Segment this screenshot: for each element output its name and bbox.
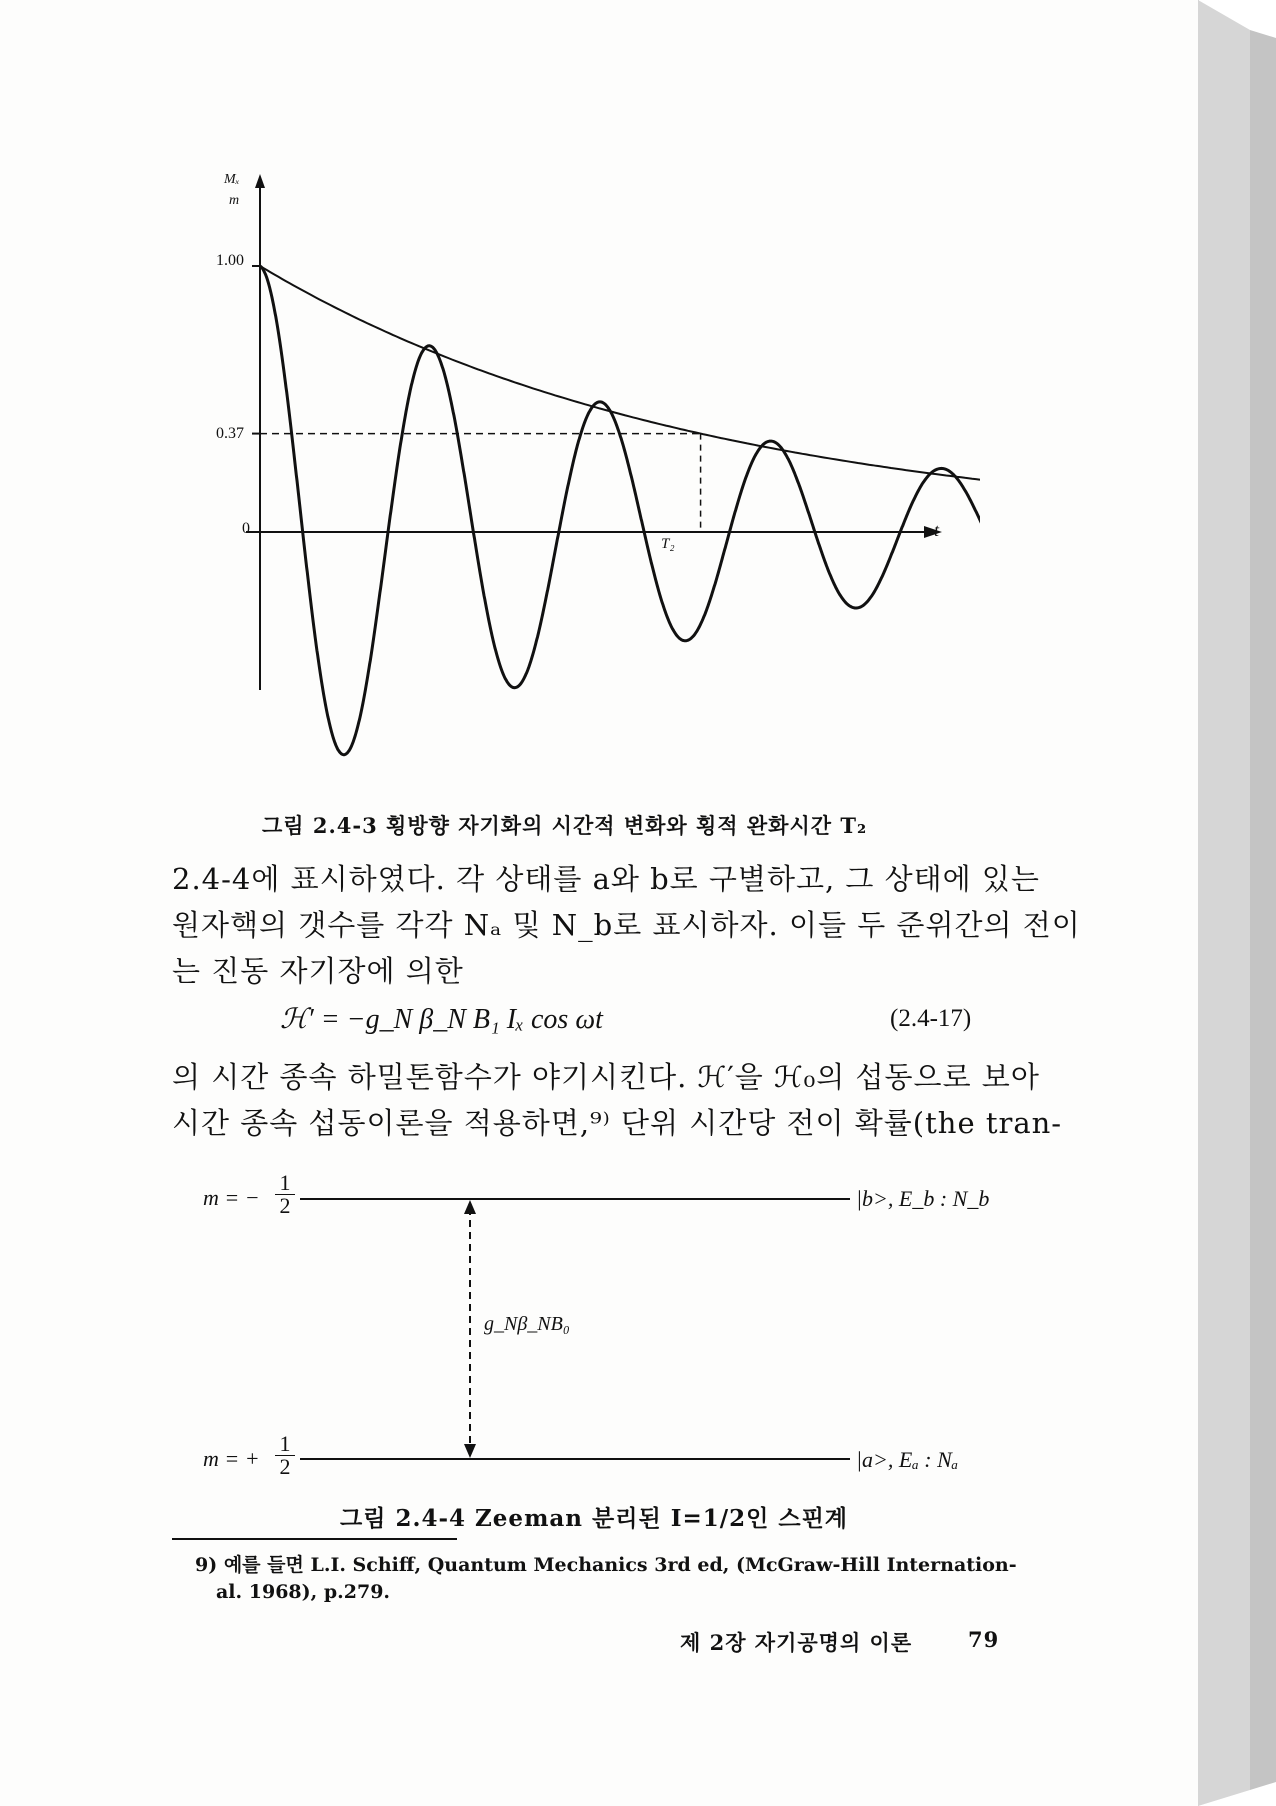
state-b-label: |b>, E_b : N_b — [856, 1186, 990, 1211]
magnetization-curve — [260, 266, 980, 755]
figure1-caption: 그림 2.4-3 횡방향 자기화의 시간적 변화와 횡적 완화시간 T₂ — [262, 813, 868, 838]
equation: ℋ′ = −g_N β_N B₁ Iₓ cos ωt — [280, 1004, 603, 1035]
body-line-2: 원자핵의 갯수를 각각 Nₐ 및 N_b로 표시하자. 이들 두 준위간의 전이 — [172, 908, 1081, 942]
equation-number: (2.4-17) — [890, 1005, 972, 1032]
y-axis-label-bottom: m — [229, 193, 240, 208]
body-line-3: 는 진동 자기장에 의한 — [172, 954, 464, 988]
arrow-head-up — [464, 1200, 476, 1214]
m-lower-frac-den: 2 — [279, 1454, 291, 1479]
x-axis-arrow — [924, 526, 942, 538]
tick-one: 1.00 — [216, 252, 244, 269]
t2-label: T₂ — [661, 536, 675, 552]
footnote-line-2: al. 1968), p.279. — [216, 1581, 391, 1603]
y-axis-arrow — [255, 174, 265, 188]
m-upper-frac — [275, 1172, 295, 1217]
body-line-4: 의 시간 종속 하밀톤함수가 야기시킨다. ℋ′을 ℋ₀의 섭동으로 보아 — [172, 1060, 1040, 1094]
m-upper-frac-den: 2 — [279, 1193, 291, 1218]
spine-shade — [1250, 30, 1276, 1790]
m-lower-prefix: m = + — [203, 1446, 260, 1471]
m-upper-frac-num: 1 — [275, 1172, 295, 1195]
footnote-line-1: 9) 예를 들면 L.I. Schiff, Quantum Mechanics 3rd ed, (McGraw-Hill Internation- — [195, 1554, 1017, 1576]
tick-e-inv: 0.37 — [216, 425, 244, 442]
body-line-5: 시간 종속 섭동이론을 적용하면,⁹⁾ 단위 시간당 전이 확률(the tran- — [172, 1106, 1063, 1140]
m-upper-prefix: m = − — [203, 1185, 260, 1210]
relaxation-chart — [180, 170, 980, 810]
figure2-caption: 그림 2.4-4 Zeeman 분리된 I=1/2인 스핀계 — [340, 1505, 849, 1532]
state-a-label: |a>, Eₐ : Nₐ — [856, 1447, 959, 1472]
zeeman-diagram — [0, 1170, 1198, 1500]
y-axis-label-top: Mₓ — [224, 172, 240, 187]
book-spine-edge — [1190, 0, 1276, 1806]
m-lower-frac-num: 1 — [275, 1433, 295, 1456]
m-lower-frac — [275, 1433, 295, 1478]
tick-zero: 0 — [242, 520, 250, 537]
page-number: 79 — [968, 1627, 1000, 1652]
gap-label: g_Nβ_NB₀ — [484, 1313, 570, 1335]
envelope-curve — [260, 266, 980, 482]
x-axis-label: t — [934, 520, 940, 540]
body-line-1: 2.4-4에 표시하였다. 각 상태를 a와 b로 구별하고, 그 상태에 있는 — [172, 862, 1040, 896]
arrow-head-down — [464, 1444, 476, 1458]
chapter-title: 제 2장 자기공명의 이론 — [680, 1630, 913, 1655]
spine-face — [1198, 0, 1250, 1806]
footnote-rule — [172, 1538, 457, 1540]
